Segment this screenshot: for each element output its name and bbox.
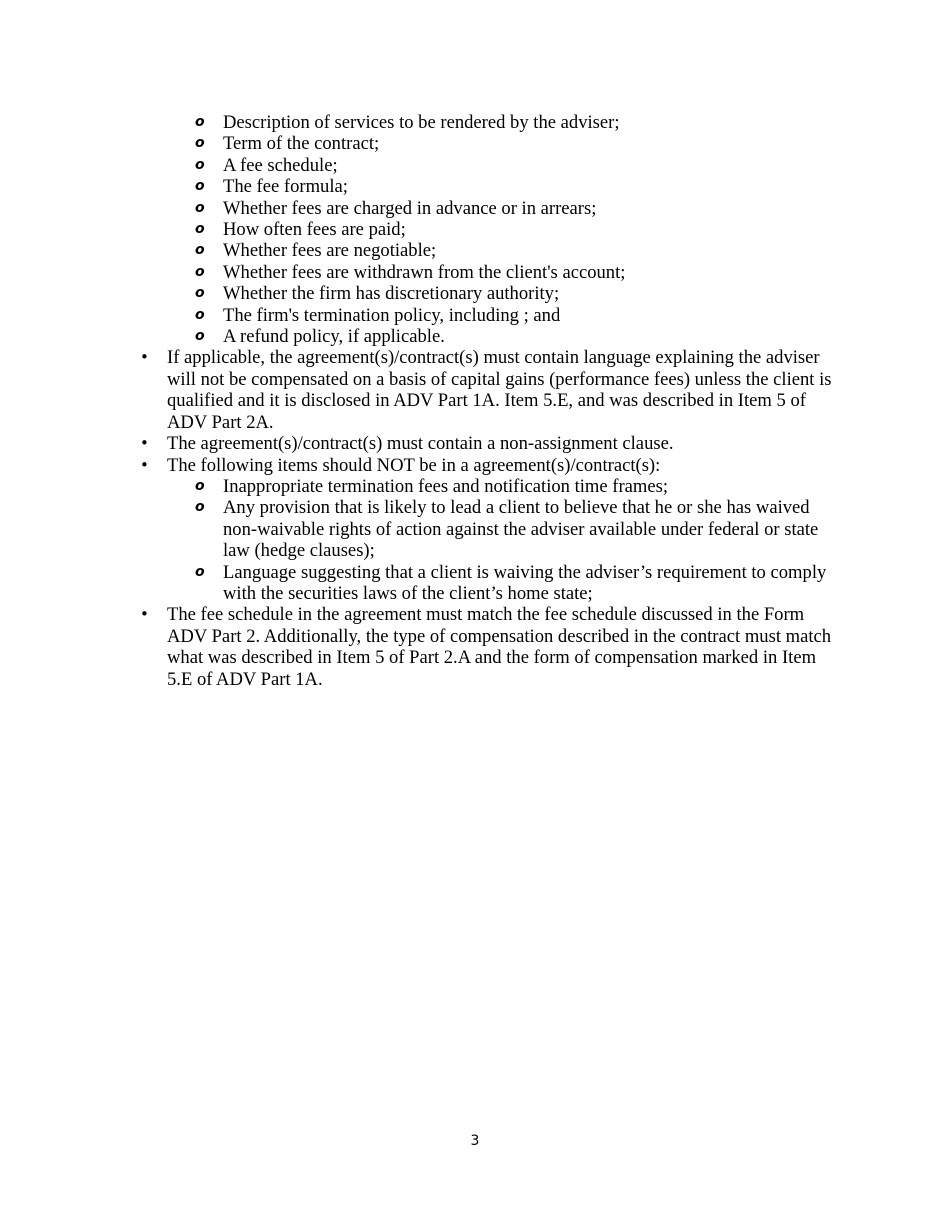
list-item <box>0 497 838 561</box>
list-item <box>0 240 838 261</box>
bullet-prohibited-items <box>0 455 839 476</box>
bullet-text: The agreement(s)/contract(s) must contain a non-assignment clause. <box>167 433 674 455</box>
prohibited-items-list <box>0 476 950 604</box>
sub-bullet-marker: o <box>195 499 205 516</box>
list-item <box>0 305 838 326</box>
sub-bullet-marker: o <box>195 285 205 302</box>
list-item-text: Term of the contract; <box>223 133 380 155</box>
list-item-text: Whether fees are withdrawn from the client's account; <box>223 261 626 283</box>
contract-items-list <box>0 112 950 347</box>
bullet-marker: • <box>140 434 149 453</box>
bullet-text: The fee schedule in the agreement must match the fee schedule discussed in the Form ADV Part 2. Additionally, the type of compensation described in the contract must match what was described in Item 5 of Part 2.A and the form of compensation marked in Item 5.E of ADV Part 1A. <box>167 604 832 690</box>
sub-bullet-marker: o <box>195 156 205 173</box>
list-item <box>0 476 838 497</box>
sub-bullet-marker: o <box>195 306 205 323</box>
sub-bullet-marker: o <box>195 328 205 345</box>
sub-bullet-marker: o <box>195 135 205 152</box>
list-item <box>0 562 838 605</box>
list-item-text: How often fees are paid; <box>223 219 406 241</box>
list-item-text: Description of services to be rendered by the adviser; <box>223 112 620 133</box>
list-item-text: Whether fees are charged in advance or in arrears; <box>223 197 597 219</box>
list-item-text: Whether the firm has discretionary authority; <box>223 283 560 305</box>
sub-bullet-marker: o <box>195 263 205 280</box>
bullet-text: The following items should NOT be in a agreement(s)/contract(s): <box>167 454 661 476</box>
sub-bullet-marker: o <box>195 563 205 580</box>
bullet-performance-fees <box>0 347 839 433</box>
sub-bullet-marker: o <box>195 242 205 259</box>
sub-bullet-marker: o <box>195 477 205 494</box>
list-item <box>0 112 838 133</box>
list-item <box>0 198 838 219</box>
bullet-fee-schedule <box>0 604 839 690</box>
page-number: 3 <box>470 1133 480 1149</box>
list-item-text: The firm's termination policy, including ; and <box>223 304 561 326</box>
page-content <box>0 112 950 690</box>
list-item-text: Language suggesting that a client is waiving the adviser’s requirement to comply with the securities laws of the client’s home state; <box>223 561 827 604</box>
sub-bullet-marker: o <box>195 199 205 216</box>
list-item-text: A fee schedule; <box>223 154 338 176</box>
sub-bullet-marker: o <box>195 114 205 130</box>
list-item <box>0 133 838 154</box>
list-item <box>0 219 838 240</box>
sub-bullet-marker: o <box>195 221 205 238</box>
list-item <box>0 262 838 283</box>
list-item-text: The fee formula; <box>223 176 348 198</box>
list-item-text: Any provision that is likely to lead a client to believe that he or she has waived non-waivable rights of action against the adviser available under federal or state law (hedge clauses); <box>223 497 819 562</box>
bullet-marker: • <box>140 605 149 624</box>
bullet-text: If applicable, the agreement(s)/contract(s) must contain language explaining the adviser will not be compensated on a basis of capital gains (performance fees) unless the client is qualified and it is disclosed in ADV Part 1A. Item 5.E, and was described in Item 5 of ADV Part 2A. <box>167 347 832 433</box>
list-item <box>0 155 838 176</box>
bullet-non-assignment <box>0 433 839 454</box>
list-item-text: Inappropriate termination fees and notification time frames; <box>223 475 669 497</box>
list-item-text: A refund policy, if applicable. <box>223 326 445 348</box>
list-item <box>0 283 838 304</box>
list-item <box>0 176 838 197</box>
bullet-marker: • <box>140 348 149 367</box>
bullet-marker: • <box>140 455 149 474</box>
list-item <box>0 326 838 347</box>
sub-bullet-marker: o <box>195 178 205 195</box>
list-item-text: Whether fees are negotiable; <box>223 240 437 262</box>
